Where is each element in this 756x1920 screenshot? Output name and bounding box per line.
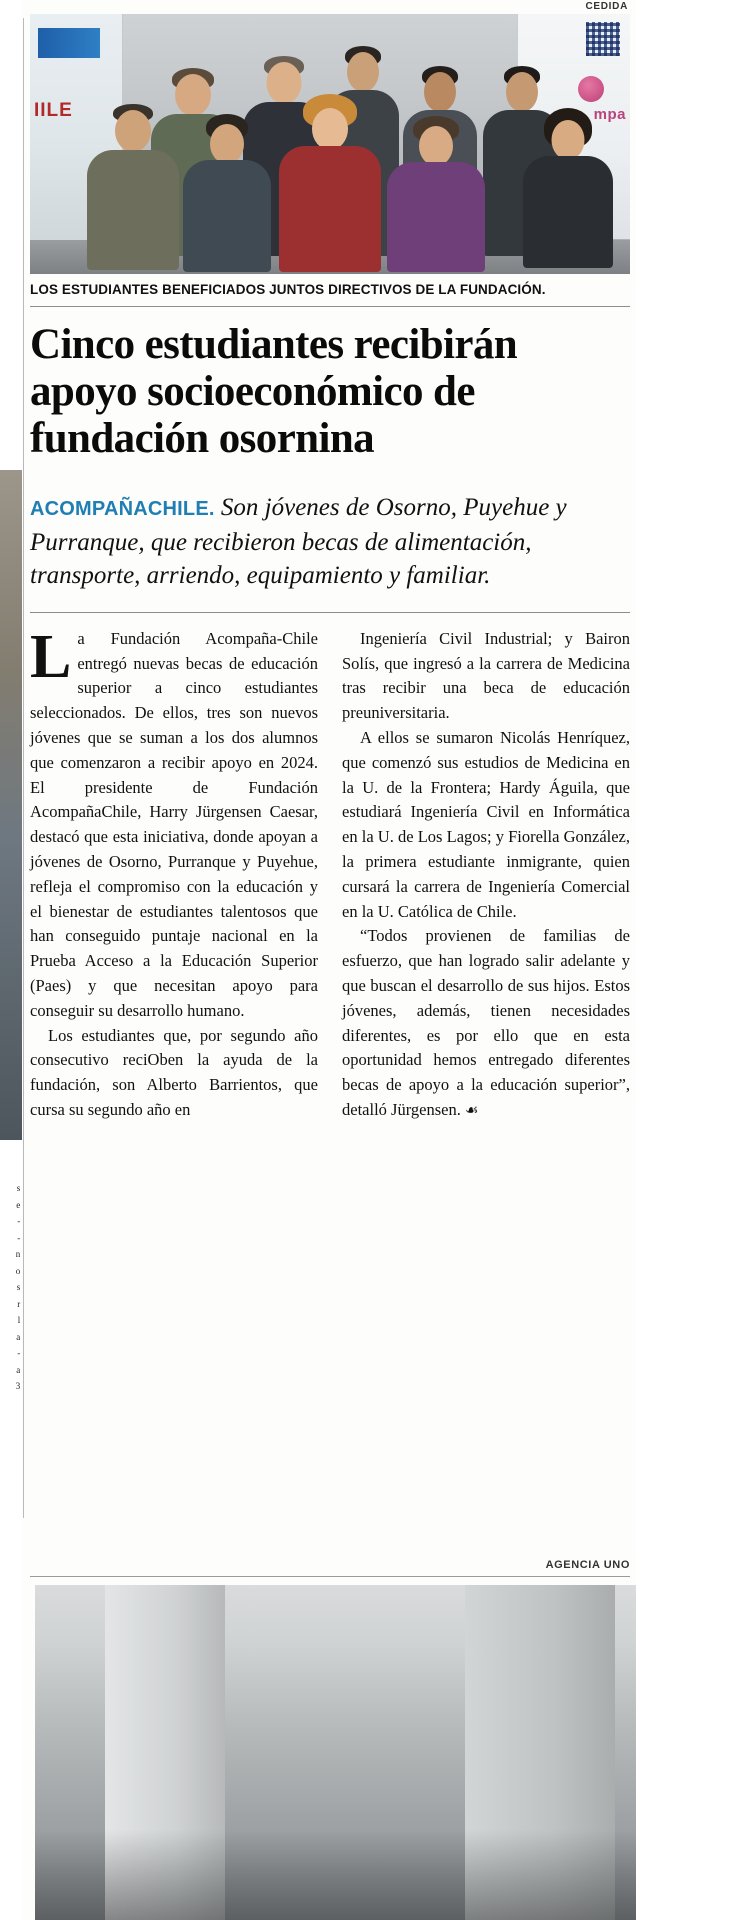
person-figure xyxy=(522,110,614,266)
gutter-line: e xyxy=(16,1199,20,1210)
banner-left-text: IILE xyxy=(34,100,73,121)
body-paragraph-text: “Todos provienen de familias de esfuerzo, que han logrado salir adelante y que buscan el desarrollo de sus hijos. Estos jóvenes, además, tienen necesidades diferentes, es por ello que en esta oportunidad hemos entregado diferentes becas de apoyo a la educación superior”, detalló Jürgensen. xyxy=(342,926,630,1119)
lead-text: Son jóvenes de Osorno, Puyehue y Purranque, que recibieron becas de alimentación, transporte, arriendo, equipamiento y familiar. xyxy=(30,493,567,589)
next-article-photo xyxy=(35,1585,735,1920)
banner-right-text: mpa xyxy=(593,106,626,123)
column-divider-rule xyxy=(23,18,24,1518)
photo-caption: LOS ESTUDIANTES BENEFICIADOS JUNTOS DIRECTIVOS DE LA FUNDACIÓN. xyxy=(30,282,546,297)
lead-kicker: ACOMPAÑACHILE. xyxy=(30,497,215,520)
qr-code-icon xyxy=(586,22,620,56)
bottom-rule xyxy=(30,1576,630,1577)
gutter-line: o xyxy=(15,1265,20,1276)
body-paragraph: La Fundación Acompaña-Chile entregó nuevas becas de educación superior a cinco estudiantes seleccionados. De ellos, tres son nuevos jóvenes que se suman a los dos alumnos que comenzaron a recibir apoyo en 2024. El presidente de Fundación AcompañaChile, Harry Jürgensen Caesar, destacó que esta iniciativa, donde apoyan a jóvenes de Osorno, Purranque y Puyehue, refleja el compromiso con la educación y el bienestar de estudiantes talentosos que han conseguido puntaje nacional en la Prueba Acceso a la Educación Superior (Paes) y que necesitan apoyo para conseguir su desarrollo humano. xyxy=(30,622,318,1020)
person-figure xyxy=(86,104,180,264)
gutter-line: s xyxy=(16,1183,20,1193)
gutter-line: 3 xyxy=(15,1381,20,1391)
body-paragraph xyxy=(342,924,630,1123)
left-gutter-fragment xyxy=(0,0,22,1920)
article-photo xyxy=(30,1,630,274)
page-title: Cinco estudiantes recibirán apoyo socioeconómico de fundación osornina xyxy=(30,321,518,462)
photo-credit: CEDIDA xyxy=(585,1,628,12)
photo-canvas xyxy=(30,14,630,274)
person-figure xyxy=(386,116,486,266)
adjacent-article-image-sliver xyxy=(0,470,22,1140)
body-rule xyxy=(30,612,630,613)
body-paragraph: A ellos se sumaron Nicolás Henríquez, que comenzó sus estudios de Medicina en la U. de la Frontera; Hardy Águila, que estudiará Ingeniería Civil en Informática en la U. de Los Lagos; y Fiorella González, la primera estudiante inmigrante, quien cursará la carrera de Ingeniería Comercial en la U. Católica de Chile. xyxy=(342,727,630,921)
body-paragraph: Los estudiantes que, por segundo año consecutivo reciOben la ayuda de la fundación, son Alberto Barrientos, que cursa su segundo año en xyxy=(30,1025,318,1119)
gutter-line: a xyxy=(16,1331,20,1342)
article-body xyxy=(30,622,630,1124)
body-column-left xyxy=(30,622,318,1124)
person-figure xyxy=(278,98,382,266)
sponsor-logo-icon xyxy=(578,76,604,102)
gutter-line: a xyxy=(16,1364,20,1375)
gutter-line: s xyxy=(16,1282,20,1292)
gutter-line: - xyxy=(17,1232,20,1243)
photo-shadow xyxy=(35,1830,735,1920)
gutter-line: n xyxy=(15,1249,20,1259)
person-figure xyxy=(182,114,272,264)
banner-blue-block xyxy=(38,28,100,58)
agency-credit: AGENCIA UNO xyxy=(545,1559,630,1571)
gutter-line: r xyxy=(17,1298,20,1309)
gutter-line: - xyxy=(17,1348,20,1358)
article xyxy=(30,1,630,1571)
article-lead xyxy=(30,491,630,592)
adjacent-article-text-sliver xyxy=(2,1180,20,1395)
body-paragraph: Ingeniería Civil Industrial; y Bairon Solís, que ingresó a la carrera de Medicina tras recibir una beca de educación preuniversitaria. xyxy=(342,628,630,723)
gutter-line: l xyxy=(17,1315,20,1325)
body-column-right xyxy=(342,627,630,1124)
page-right-margin xyxy=(636,0,756,1920)
end-mark-icon: ☙ xyxy=(464,1102,479,1119)
gutter-line: - xyxy=(17,1216,20,1226)
caption-rule xyxy=(30,306,630,307)
